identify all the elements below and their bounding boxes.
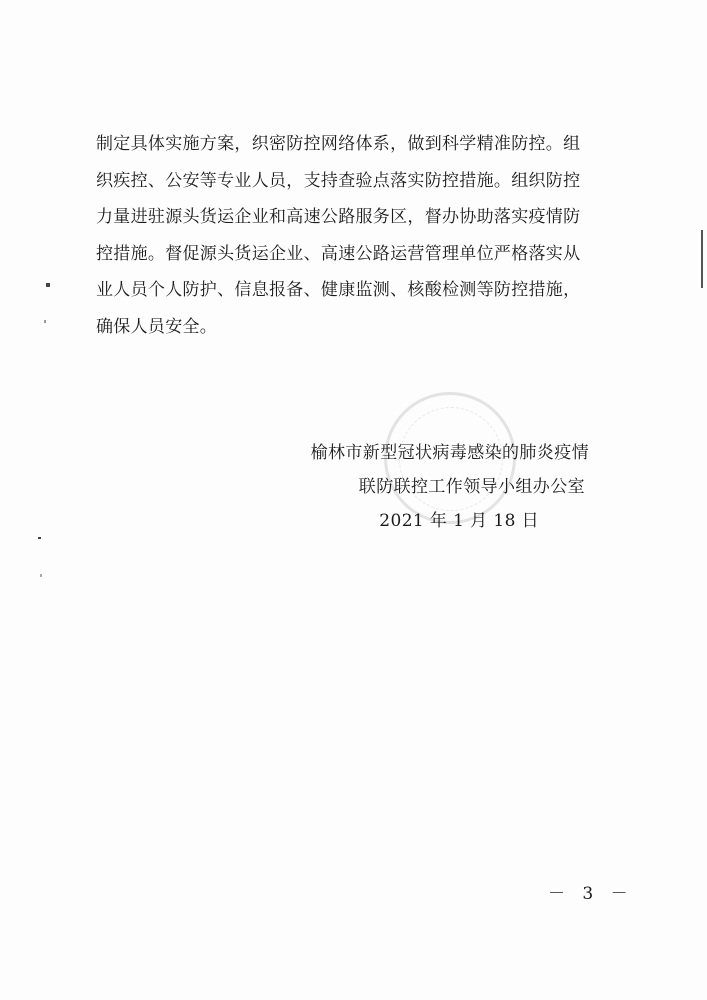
body-line: 织疾控、公安等专业人员，支持查验点落实防控措施。组织防控	[96, 170, 581, 191]
body-line: 控措施。督促源头货运企业、高速公路运营管理单位严格落实从	[96, 243, 581, 264]
body-line: 业人员个人防护、信息报备、健康监测、核酸检测等防控措施，	[96, 280, 581, 300]
body-line: 制定具体实施方案，织密防控网络体系，做到科学精准防控。组	[96, 134, 581, 154]
scan-speck	[46, 283, 50, 287]
issuing-organization-line1: 榆林市新型冠状病毒感染的肺炎疫情	[310, 443, 589, 463]
scan-speck	[40, 574, 42, 577]
scan-edge-mark	[701, 230, 703, 288]
signature-block	[311, 436, 599, 538]
body-line: 确保人员安全。	[96, 316, 218, 337]
issuing-organization-line2: 联防联控工作领导小组办公室	[358, 477, 585, 497]
scan-speck	[38, 537, 41, 539]
body-line: 力量进驻源头货运企业和高速公路服务区，督办协助落实疫情防	[96, 207, 581, 227]
scan-speck	[44, 320, 46, 323]
page-number: － 3 －	[548, 884, 634, 904]
issue-date: 2021 年 1 月 18 日	[379, 511, 539, 531]
body-paragraph	[96, 126, 616, 345]
